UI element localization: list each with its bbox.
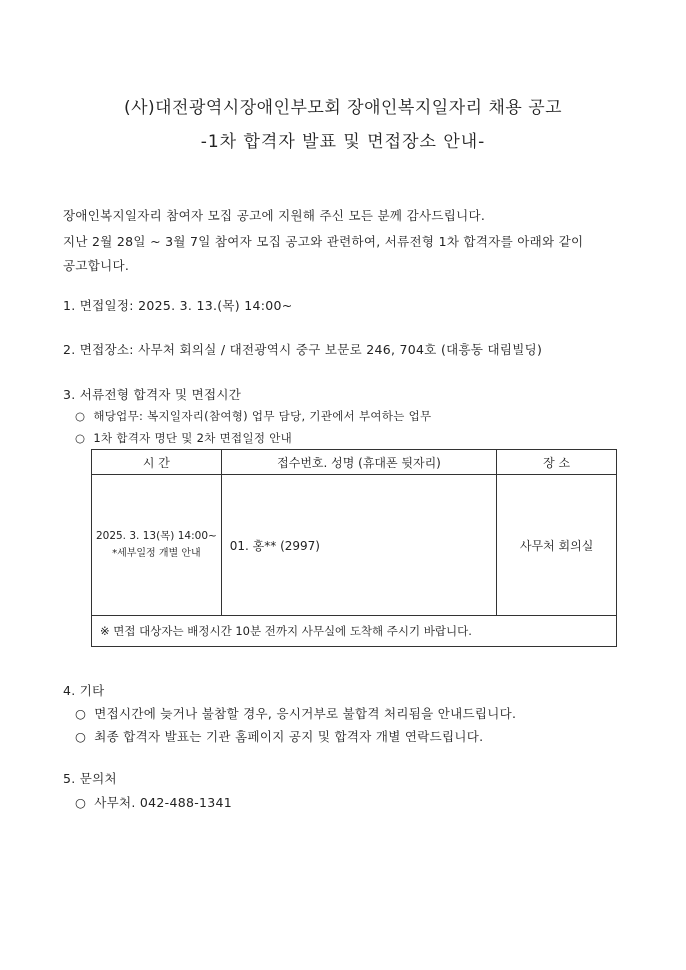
table-header-row xyxy=(92,450,617,475)
circle-bullet-icon: ○ xyxy=(75,729,87,744)
section-3-bullet-1: ○ 해당업무: 복지일자리(참여형) 업무 담당, 기관에서 부여하는 업무 xyxy=(75,409,432,423)
intro-line-3: 공고합니다. xyxy=(63,258,130,273)
section-5-heading: 5. 문의처 xyxy=(63,771,117,786)
circle-bullet-icon: ○ xyxy=(75,706,87,721)
header-time: 시 간 xyxy=(92,450,222,475)
interview-location: 2. 면접장소: 사무처 회의실 / 대전광역시 중구 보문로 246, 704호 (대흥동 대림빌딩) xyxy=(63,342,543,357)
time-sub: *세부일정 개별 안내 xyxy=(112,548,201,559)
document-title: (사)대전광역시장애인부모회 장애인복지일자리 채용 공고 xyxy=(123,98,563,118)
time-cell xyxy=(92,475,222,616)
intro-line-2: 지난 2월 28일 ~ 3월 7일 참여자 모집 공고와 관련하여, 서류전형 1차 합격자를 아래와 같이 xyxy=(63,234,584,249)
table-row xyxy=(92,475,617,616)
candidate-cell: 01. 홍** (2997) xyxy=(221,475,496,616)
schedule-table xyxy=(91,449,617,647)
section-3-heading: 3. 서류전형 합격자 및 면접시간 xyxy=(63,387,242,402)
circle-bullet-icon: ○ xyxy=(75,795,87,810)
time-main: 2025. 3. 13(목) 14:00~ xyxy=(95,530,217,542)
header-place: 장 소 xyxy=(497,450,617,475)
section-4-heading: 4. 기타 xyxy=(63,683,105,698)
circle-bullet-icon: ○ xyxy=(75,409,86,423)
document-subtitle: -1차 합격자 발표 및 면접장소 안내- xyxy=(200,132,486,152)
place-cell: 사무처 회의실 xyxy=(497,475,617,616)
section-4-bullet-2: ○ 최종 합격자 발표는 기관 홈페이지 공지 및 합격자 개별 연락드립니다. xyxy=(75,729,484,744)
table-note: ※ 면접 대상자는 배정시간 10분 전까지 사무실에 도착해 주시기 바랍니다. xyxy=(92,616,617,647)
section-4-bullet-1: ○ 면접시간에 늦거나 불참할 경우, 응시거부로 불합격 처리됨을 안내드립니다. xyxy=(75,706,517,721)
section-3-bullet-2: ○ 1차 합격자 명단 및 2차 면접일정 안내 xyxy=(75,431,293,445)
section-5-bullet-1: ○ 사무처. 042-488-1341 xyxy=(75,795,233,810)
interview-date: 1. 면접일정: 2025. 3. 13.(목) 14:00~ xyxy=(63,298,293,313)
circle-bullet-icon: ○ xyxy=(75,431,86,445)
intro-line-1: 장애인복지일자리 참여자 모집 공고에 지원해 주신 모든 분께 감사드립니다. xyxy=(63,208,486,223)
header-candidate: 접수번호. 성명 (휴대폰 뒷자리) xyxy=(221,450,496,475)
table-note-row xyxy=(92,616,617,647)
